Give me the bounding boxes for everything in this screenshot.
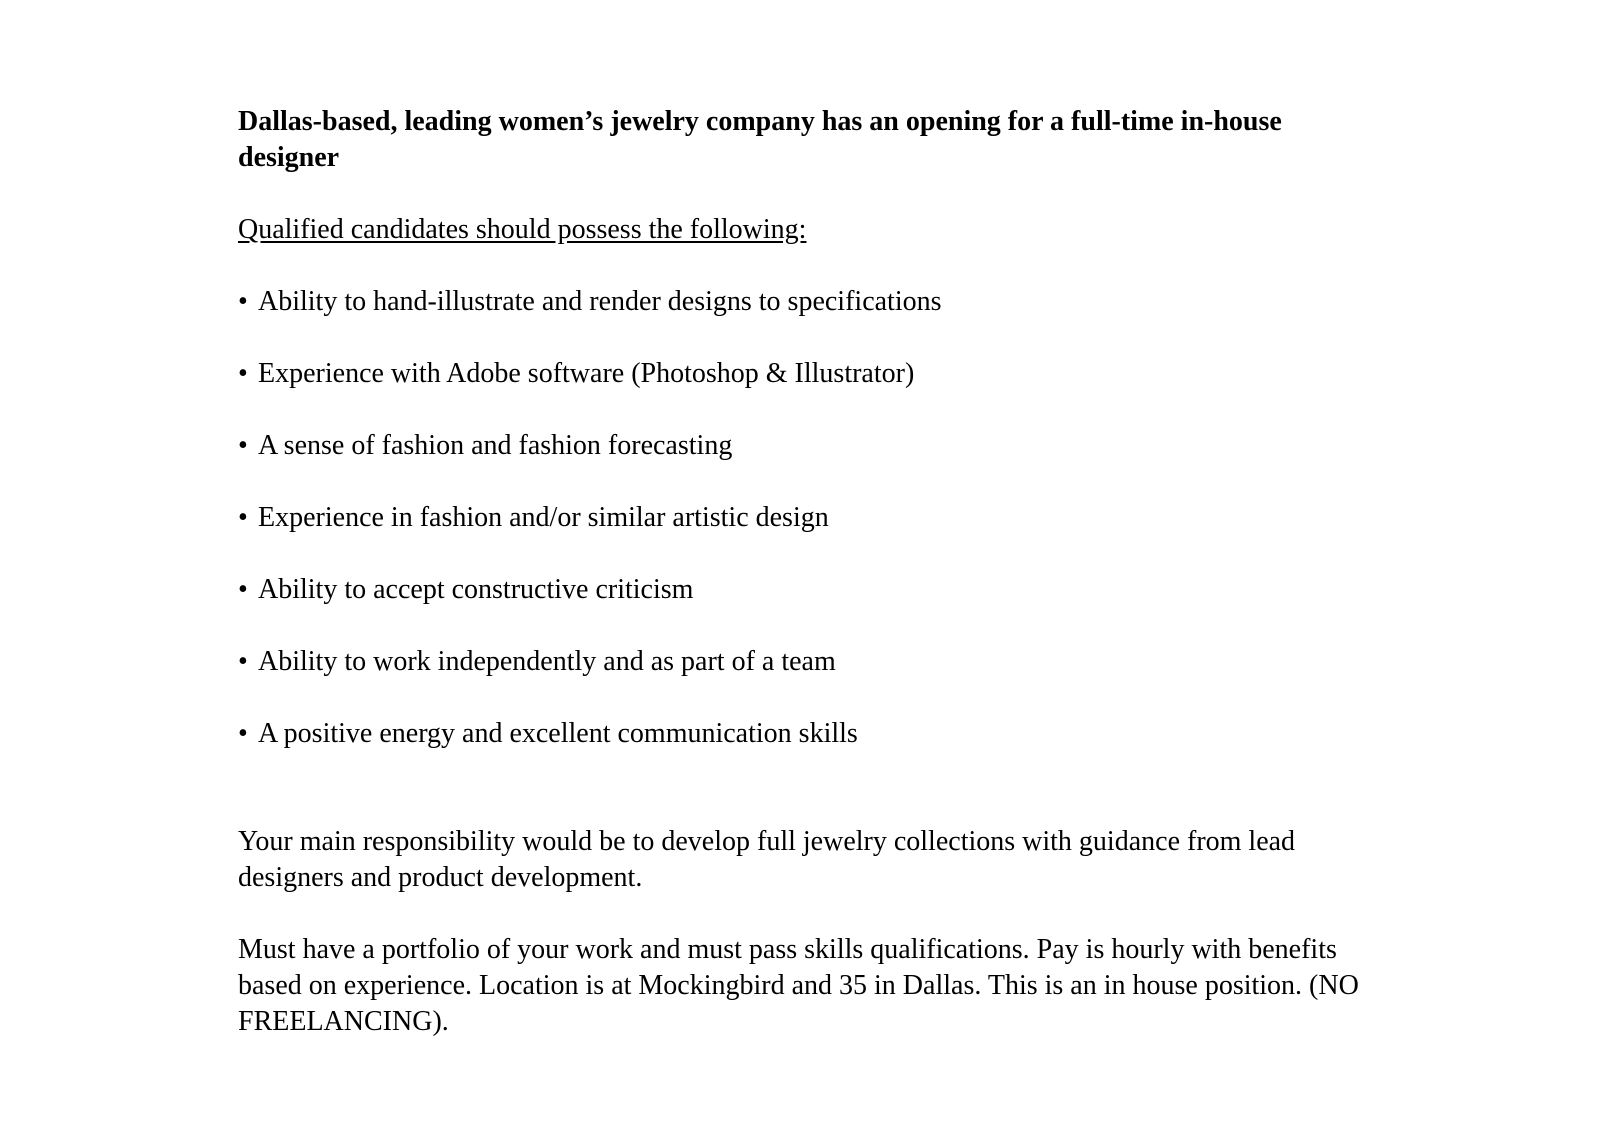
qualification-text: Ability to accept constructive criticism [258,574,694,605]
bullet-icon: • [238,502,248,533]
qualifications-intro: Qualified candidates should possess the following: [238,214,807,245]
responsibility-paragraph: Your main responsibility would be to develop full jewelry collections with guidance from lead designers and product development. [238,826,1296,893]
job-heading: Dallas-based, leading women’s jewelry company has an opening for a full-time in-house designer [238,106,1282,173]
bullet-icon: • [238,646,248,677]
qualification-item [238,500,1378,536]
qualification-text: A sense of fashion and fashion forecasting [258,430,733,461]
qualification-text: Experience in fashion and/or similar artistic design [258,502,829,533]
bullet-icon: • [238,718,248,749]
qualification-item [238,284,1378,320]
bullet-icon: • [238,358,248,389]
qualification-item [238,572,1378,608]
qualification-text: Experience with Adobe software (Photoshop & Illustrator) [258,358,915,389]
qualification-text: Ability to work independently and as part of a team [258,646,836,677]
qualifications-list [238,284,1378,752]
bullet-icon: • [238,574,248,605]
bullet-icon: • [238,286,248,317]
qualification-item [238,428,1378,464]
document-body [238,104,1378,1040]
qualification-item [238,644,1378,680]
bullet-icon: • [238,430,248,461]
qualification-text: Ability to hand-illustrate and render designs to specifications [258,286,942,317]
requirements-paragraph: Must have a portfolio of your work and must pass skills qualifications. Pay is hourly with benefits based on experience. Location is at Mockingbird and 35 in Dallas. This is an in house position. (NO FREELANCING). [238,934,1359,1037]
qualification-item [238,716,1378,752]
qualification-item [238,356,1378,392]
qualification-text: A positive energy and excellent communication skills [258,718,858,749]
